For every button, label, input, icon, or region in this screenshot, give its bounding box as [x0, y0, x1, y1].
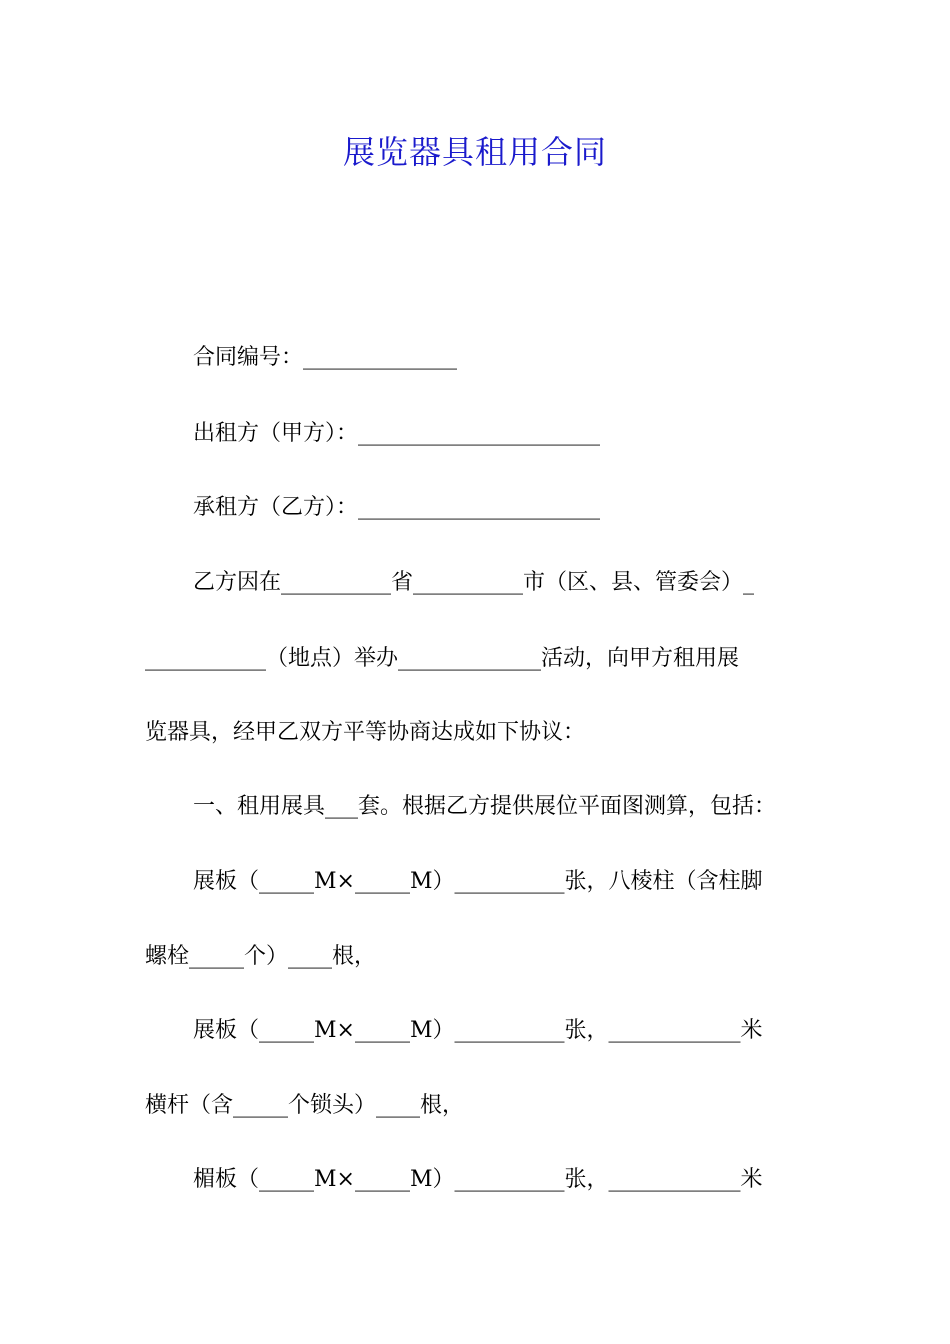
paragraph-line: ___________（地点）举办_____________活动，向甲方租用展 — [145, 646, 740, 671]
lessor-line: 出租方（甲方）：______________________ — [193, 421, 601, 446]
item-line: 横杆（含_____个锁头）____根， — [145, 1093, 465, 1118]
clause-one-line: 一、租用展具___套。根据乙方提供展位平面图测算，包括： — [193, 794, 777, 819]
item-line: 展板（_____M×_____M）__________张，八棱柱（含柱脚 — [193, 869, 763, 894]
item-line: 楣板（_____M×_____M）__________张，____________米 — [193, 1167, 763, 1192]
lessee-line: 承租方（乙方）：______________________ — [193, 495, 601, 520]
paragraph-line: 乙方因在__________省__________市（区、县、管委会）_ — [193, 570, 755, 595]
paragraph-line: 览器具，经甲乙双方平等协商达成如下协议： — [145, 720, 586, 745]
document-title: 展览器具租用合同 — [342, 133, 607, 171]
item-line: 展板（_____M×_____M）__________张，____________米 — [193, 1018, 763, 1043]
contract-number-line: 合同编号：______________ — [193, 345, 458, 370]
item-line: 螺栓_____个）____根， — [145, 944, 377, 969]
